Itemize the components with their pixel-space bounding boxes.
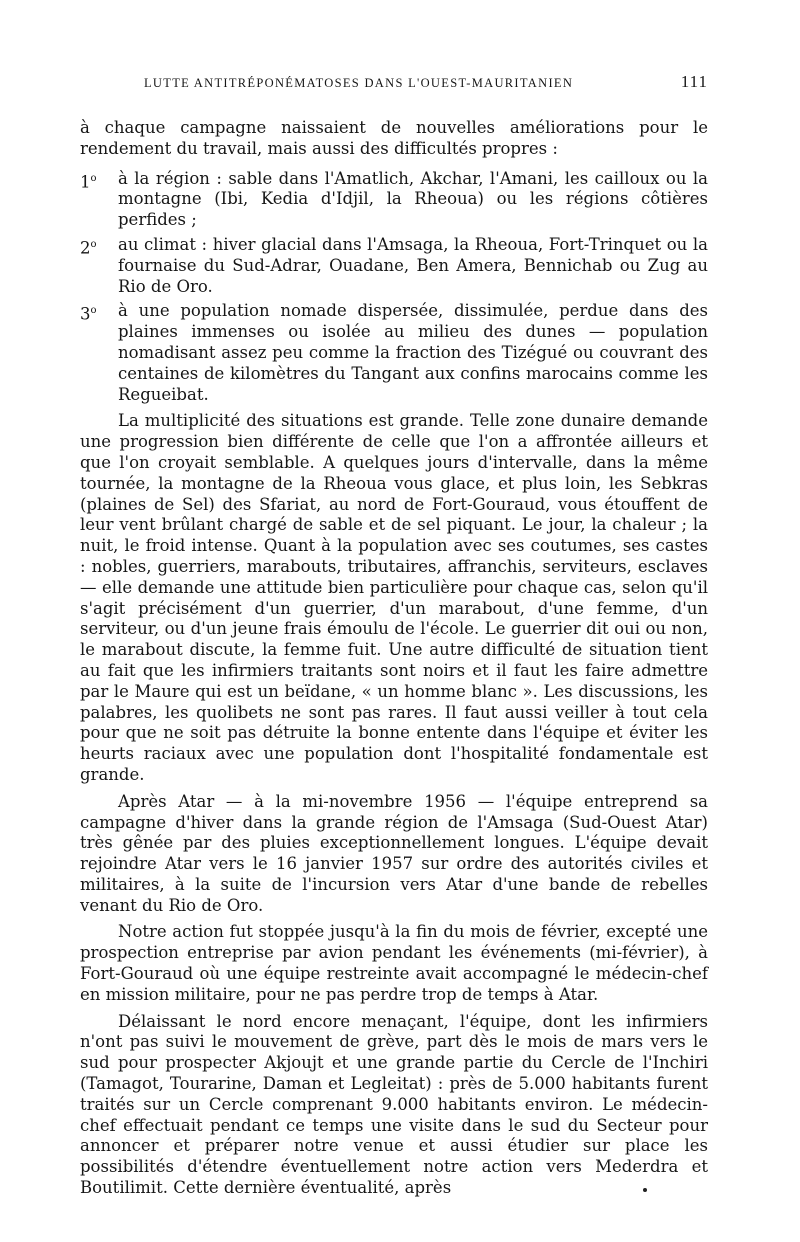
list-item-text: au climat : hiver glacial dans l'Amsaga, la Rheoua, Fort-Trinquet ou la fournaise du Sud-Adrar, Ouadane, Ben Amera, Bennichab ou Zug au Rio de Oro. [118,234,708,296]
speck-mark [643,1188,647,1192]
page-number: 111 [680,72,708,91]
list-item-text: à la région : sable dans l'Amatlich, Akchar, l'Amani, les cailloux ou la montagne (Ibi, Kedia d'Idjil, la Rheoua) ou les régions côtières perfides ; [118,168,708,230]
list-item-text: à une population nomade dispersée, dissimulée, perdue dans des plaines immenses ou isolée au milieu des dunes — population nomadisant assez peu comme la fraction des Tizégué ou couvrant des centaines de kilomètres du Tangant aux confins marocains comme les Regueibat. [118,301,708,404]
list-item [80,301,708,405]
body-paragraph: Délaissant le nord encore menaçant, l'équipe, dont les infirmiers n'ont pas suivi le mouvement de grève, part dès le mois de mars vers le sud pour prospecter Akjoujt et une grande partie du Cercle de l'Inchiri (Tamagot, Tourarine, Daman et Legleitat) : près de 5.000 habitants furent traités sur un Cercle comprenant 9.000 habitants environ. Le médecin-chef effectuait pendant ce temps une visite dans le sud du Secteur pour annoncer et préparer notre venue et aussi étudier sur place les possibilités d'étendre éventuellement notre action vers Mederdra et Boutilimit. Cette dernière éventualité, après [80,1011,708,1198]
list-item [80,235,708,297]
body-paragraph: Notre action fut stoppée jusqu'à la fin du mois de février, excepté une prospection entreprise par avion pendant les événements (mi-février), à Fort-Gouraud où une équipe restreinte avait accompagné le médecin-chef en mission militaire, pour ne pas perdre trop de temps à Atar. [80,922,708,1004]
list-item-number: 2$^o$ [80,238,97,258]
list-item [80,169,708,231]
running-title: LUTTE ANTITRÉPONÉMATOSES DANS L'OUEST-MAURITANIEN [144,76,574,90]
body-paragraph: Après Atar — à la mi-novembre 1956 — l'équipe entreprend sa campagne d'hiver dans la grande région de l'Amsaga (Sud-Ouest Atar) très gênée par des pluies exceptionnellement longues. L'équipe devait rejoindre Atar vers le 16 janvier 1957 sur ordre des autorités civiles et militaires, à la suite de l'incursion vers Atar d'une bande de rebelles venant du Rio de Oro. [80,791,708,915]
page-header [80,72,708,102]
list-item-number: 1$^o$ [80,172,97,192]
list-item-number: 3$^o$ [80,304,97,324]
body-paragraph: La multiplicité des situations est grande. Telle zone dunaire demande une progression bien différente de celle que l'on a affrontée ailleurs et que l'on croyait semblable. A quelques jours d'intervalle, dans la même tournée, la montagne de la Rheoua vous glace, et plus loin, les Sebkras (plaines de Sel) des Sfariat, au nord de Fort-Gouraud, vous étouffent de leur vent brûlant chargé de sable et de sel piquant. Le jour, la chaleur ; la nuit, le froid intense. Quant à la population avec ses coutumes, ses castes : nobles, guerriers, marabouts, tributaires, affranchis, serviteurs, esclaves — elle demande une attitude bien particulière pour chaque cas, selon qu'il s'agit précisément d'un guerrier, d'un marabout, d'une femme, d'un serviteur, ou d'un jeune frais émoulu de l'école. Le guerrier dit oui ou non, le marabout discute, la femme fuit. Une autre difficulté de situation tient au fait que les infirmiers traitants sont noirs et il faut les faire admettre par le Maure qui est un beïdane, « un homme blanc ». Les discussions, les palabres, les quolibets ne sont pas rares. Il faut aussi veiller à tout cela pour que ne soit pas détruite la bonne entente dans l'équipe et éviter les heurts raciaux avec une population dont l'hospitalité fondamentale est grande. [80,411,708,784]
book-page [80,72,708,1199]
intro-paragraph: à chaque campagne naissaient de nouvelles améliorations pour le rendement du travail, mais aussi des difficultés propres : [80,118,708,158]
